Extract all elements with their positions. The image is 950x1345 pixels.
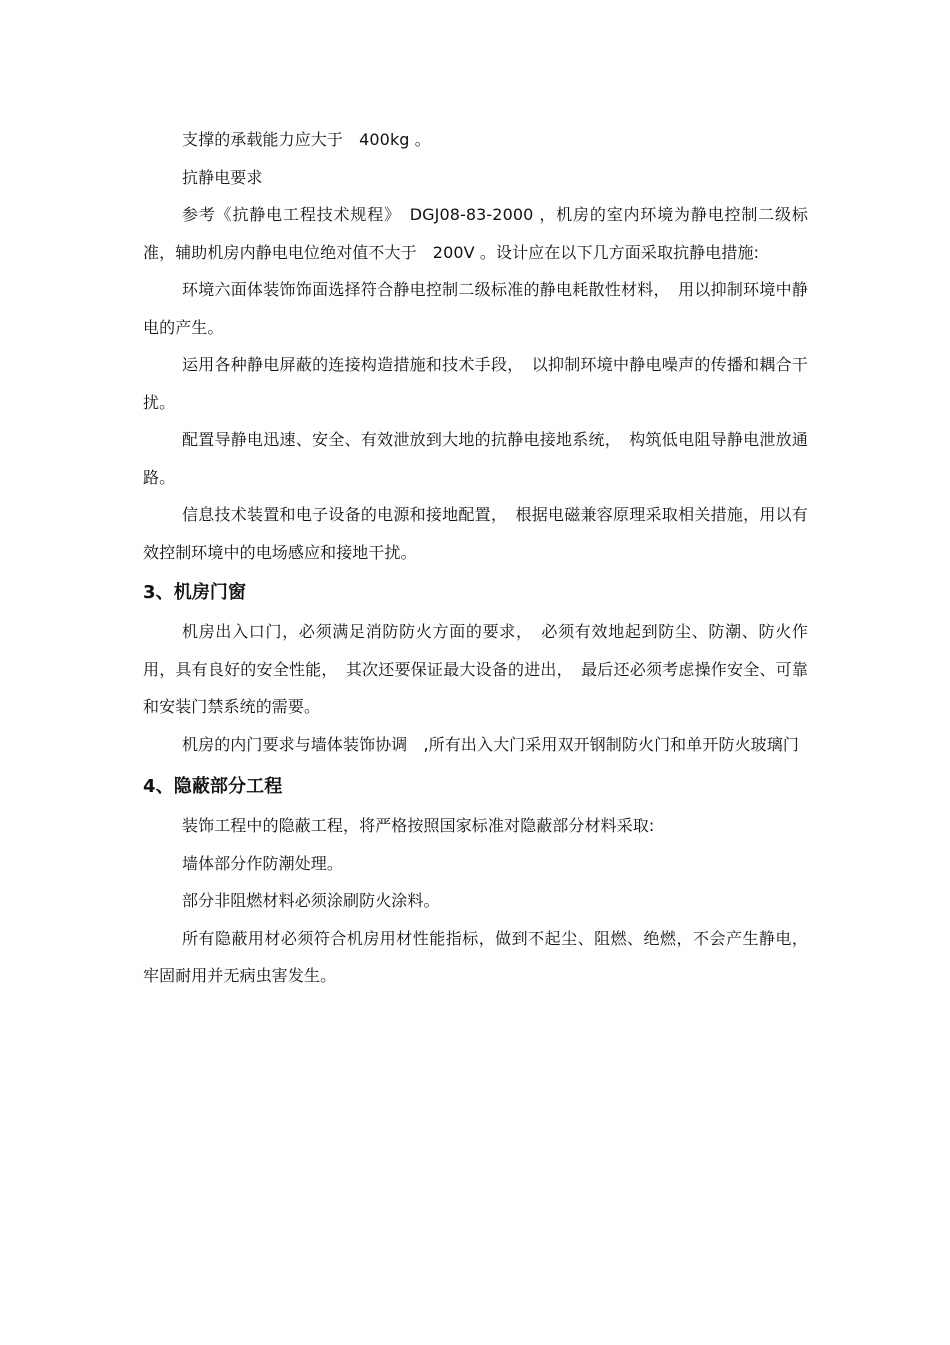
paragraph-antistatic-title: 抗静电要求 bbox=[182, 167, 263, 187]
paragraph-grounding-system: 配置导静电迅速、安全、有效泄放到大地的抗静电接地系统， 构筑低电阻导静电泄放通路。 bbox=[143, 430, 808, 487]
paragraph-fire-coating: 部分非阻燃材料必须涂刷防火涂料。 bbox=[182, 891, 440, 910]
paragraph-concealed-intro: 装饰工程中的隐蔽工程，将严格按照国家标准对隐蔽部分材料采取: bbox=[182, 816, 655, 835]
section-heading-doors-windows: 3、机房门窗 bbox=[143, 582, 247, 603]
paragraph-environment-materials: 环境六面体装饰饰面选择符合静电控制二级标准的静电耗散性材料， 用以抑制环境中静电的产生。 bbox=[143, 280, 808, 337]
paragraph-load-capacity: 支撑的承载能力应大于 400kg 。 bbox=[182, 130, 431, 149]
section-heading-concealed-works: 4、隐蔽部分工程 bbox=[143, 776, 283, 797]
paragraph-inner-doors: 机房的内门要求与墙体装饰协调 ,所有出入大门采用双开钢制防火门和单开防火玻璃门 bbox=[182, 734, 799, 754]
paragraph-shielding: 运用各种静电屏蔽的连接构造措施和技术手段， 以抑制环境中静电噪声的传播和耦合干扰。 bbox=[143, 355, 808, 412]
paragraph-concealed-materials: 所有隐蔽用材必须符合机房用材性能指标，做到不起尘、阻燃、绝燃，不会产生静电，牢固耐用并无病虫害发生。 bbox=[143, 928, 808, 985]
paragraph-wall-moisture: 墙体部分作防潮处理。 bbox=[182, 853, 344, 873]
document-body bbox=[143, 121, 808, 995]
paragraph-power-grounding: 信息技术装置和电子设备的电源和接地配置， 根据电磁兼容原理采取相关措施，用以有效控制环境中的电场感应和接地干扰。 bbox=[143, 505, 808, 562]
paragraph-entrance-doors: 机房出入口门，必须满足消防防火方面的要求， 必须有效地起到防尘、防潮、防火作用，具有良好的安全性能， 其次还要保证最大设备的进出， 最后还必须考虑操作安全、可靠和安装门禁系统的需要。 bbox=[143, 622, 808, 716]
paragraph-antistatic-reference: 参考《抗静电工程技术规程》 DGJ08-83-2000 ，机房的室内环境为静电控制二级标准，辅助机房内静电电位绝对值不大于 200V 。设计应在以下几方面采取抗静电措施: bbox=[143, 205, 808, 262]
